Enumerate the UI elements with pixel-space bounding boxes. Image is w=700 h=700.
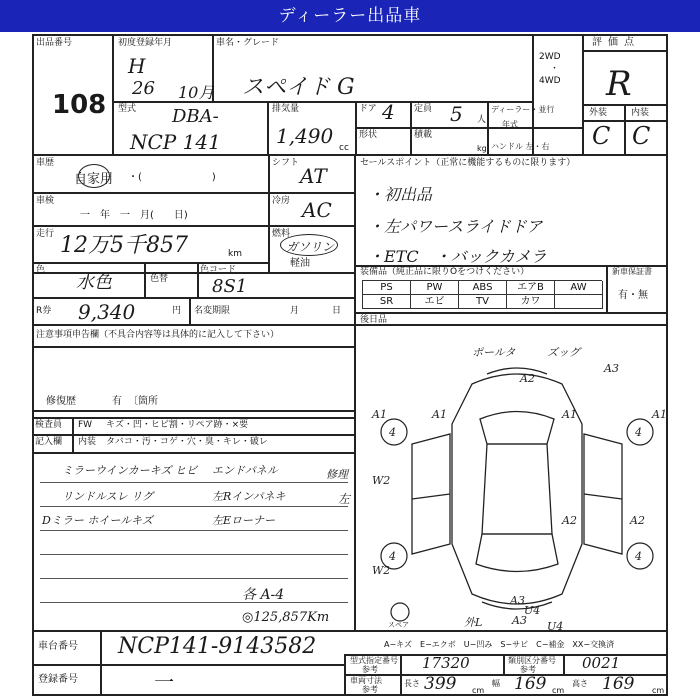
width-label: 幅 (492, 679, 500, 688)
capacity-value: 5 (450, 102, 463, 126)
diagram-note: 外L (464, 616, 483, 629)
class-no-ref: 参考 (520, 665, 536, 674)
fuel-label: 燃料 (272, 229, 291, 239)
color-change-label: 色替 (150, 274, 169, 284)
width-unit: cm (552, 686, 565, 695)
auction-sheet (32, 34, 668, 696)
interior-grade-value: C (632, 122, 651, 150)
capacity-label: 定員 (414, 104, 433, 114)
note-4: エンドパネル (212, 464, 278, 477)
doors-value: 4 (382, 100, 395, 124)
kg-unit: kg (477, 144, 487, 153)
interior-label: 内装 (631, 108, 650, 118)
damage-mark: W2 (372, 474, 391, 487)
damage-mark: A3 (512, 614, 527, 627)
day-unit: 日 (332, 306, 342, 316)
car-rear-window (476, 534, 558, 572)
shift-label: シフト (272, 158, 300, 168)
fw-label: FW (78, 420, 93, 430)
dimensions-ref: 参考 (362, 685, 378, 694)
note-8: 左 (338, 492, 351, 506)
color-value: 水色 (76, 272, 112, 293)
car-name-value: スペイド G (242, 75, 355, 100)
note-6: 左Eローナー (212, 514, 276, 527)
sales-point-label: セールスポイント（正常に機能するものに限ります） (360, 158, 576, 168)
displacement-value: 1,490 (276, 124, 334, 148)
after-fit-label: 後日品 (360, 315, 388, 325)
warranty-options: 有・無 (618, 290, 648, 301)
score-value: R (606, 64, 632, 104)
first-registration-label: 初度登録年月 (118, 38, 173, 48)
repair-have: 有 (112, 396, 122, 407)
four-wd-label: 4WD (539, 76, 561, 86)
damage-mark: 4 (389, 550, 396, 563)
entry-column-label: 記入欄 (35, 437, 63, 447)
interior-items: タバコ・汚・コゲ・穴・臭・キレ・破レ (106, 437, 268, 447)
height-label: 高さ (572, 679, 588, 688)
chassis-label: 車台番号 (38, 641, 78, 652)
new-warranty-label: 新車保証書 (612, 267, 652, 276)
right-door-divider (584, 494, 622, 499)
two-wd-label: 2WD (539, 52, 561, 62)
length-label: 長さ (404, 679, 420, 688)
repair-history-label: 修復歴 (46, 396, 76, 407)
damage-mark: A2 (520, 372, 535, 385)
equipment-label: 装備品（純正品に限りOをつけください） (360, 267, 530, 277)
equipment-item: エビ (411, 295, 459, 309)
name-change-label: 名変期限 (194, 306, 231, 316)
month-unit: 月 (290, 306, 300, 316)
diagram-note: ズッグ (547, 346, 580, 359)
interior-short-label: 内装 (78, 437, 97, 447)
car-diagram (372, 334, 667, 634)
note-3: Dミラー ホイールキズ (42, 514, 153, 527)
page-title: ディーラー出品車 (0, 0, 700, 32)
note-1: ミラーウインカーキズ ヒビ (62, 464, 197, 477)
dimensions-label: 車両寸法 (350, 676, 382, 685)
history-template: ・( ) (128, 172, 216, 183)
month-value: 10月 (178, 83, 215, 102)
equipment-item: TV (459, 295, 507, 309)
shaken-label: 車検 (36, 196, 55, 206)
width-value: 169 (514, 674, 547, 694)
chassis-value: NCP141-9143582 (118, 634, 317, 659)
diesel-label: 軽油 (290, 258, 310, 269)
left-door-divider (412, 494, 450, 499)
sales-point-1: ・初出品 (368, 185, 433, 204)
history-label: 車歴 (36, 158, 55, 168)
shift-value: AT (300, 164, 327, 188)
registration-label: 登録番号 (38, 674, 78, 685)
equipment-item (555, 295, 603, 309)
r-ken-value: 9,340 (78, 300, 136, 324)
r-ken-label: R券 (36, 306, 52, 316)
history-value: 自家用 (74, 172, 114, 187)
note-7: 修理 (326, 468, 348, 481)
note-2: リンドルスレ リグ (62, 490, 153, 503)
damage-mark: A2 (562, 514, 577, 527)
inspector-label: 検査員 (35, 420, 63, 430)
diagram-note-mileage: ◎125,857Km (242, 610, 330, 625)
class-no-label: 類別区分番号 (508, 656, 556, 665)
door-label: ドア (359, 104, 377, 114)
repair-places: 〔箇所 (128, 396, 158, 407)
height-unit: cm (652, 686, 665, 695)
aircon-value: AC (302, 198, 332, 222)
equipment-item: SR (363, 295, 411, 309)
equipment-item: AW (555, 281, 603, 295)
spare-tire-label: スペア (388, 621, 409, 629)
model-prefix-value: DBA- (172, 106, 219, 127)
damage-mark: A1 (562, 408, 577, 421)
model-cert-label: 型式指定番号 (350, 656, 398, 665)
equipment-item: PS (363, 281, 411, 295)
height-value: 169 (602, 674, 635, 694)
model-cert-ref: 参考 (362, 665, 378, 674)
displacement-label: 排気量 (272, 104, 300, 114)
mileage-label: 走行 (36, 229, 55, 239)
equipment-grid (362, 280, 602, 309)
damage-mark: 4 (389, 426, 396, 439)
fw-items: キズ・凹・ヒビ割・リペア跡・×要 (106, 420, 249, 430)
model-label: 型式 (118, 104, 137, 114)
cargo-label: 積載 (414, 130, 433, 140)
model-cert-value: 17320 (422, 654, 470, 672)
fuel-value: ガソリン (286, 240, 335, 254)
registration-value: 一 (152, 670, 172, 694)
color-label: 色 (36, 265, 46, 275)
car-name-label: 車名・グレード (216, 38, 280, 48)
damage-mark: A1 (372, 408, 387, 421)
exterior-label: 外装 (589, 108, 608, 118)
evaluation-label: 評価点 (592, 37, 640, 48)
car-roof-outline (482, 444, 552, 534)
notes-label: 注意事項申告欄（不具合内容等は具体的に記入して下さい） (36, 330, 280, 340)
cc-unit: cc (339, 143, 349, 153)
dealer-warranty-label: ディーラー・並行 (491, 105, 555, 114)
person-unit: 人 (477, 115, 487, 125)
era-value: H (128, 54, 146, 78)
damage-mark: W2 (372, 564, 391, 577)
aircon-label: 冷房 (272, 196, 291, 206)
diagram-note: ポールタ (472, 346, 516, 359)
exterior-grade-value: C (592, 122, 611, 150)
damage-mark: U4 (524, 604, 541, 617)
sales-point-2: ・左パワースライドドア (368, 217, 543, 236)
color-code-value: 8S1 (212, 276, 248, 297)
damage-mark: A1 (652, 408, 667, 421)
wd-separator: ・ (550, 64, 560, 74)
mileage-value: 12万5千857 (60, 233, 188, 258)
car-windshield (480, 412, 554, 445)
damage-mark: A3 (604, 362, 619, 375)
damage-legend: A−キズ E−エクボ U−凹み S−サビ C−補金 XX−交換済 (384, 640, 615, 649)
equipment-item: ABS (459, 281, 507, 295)
damage-mark: U4 (547, 620, 564, 633)
shape-label: 形状 (359, 130, 378, 140)
left-side-panel (412, 434, 450, 554)
model-code-value: NCP 141 (130, 130, 221, 154)
equipment-item: エアB (507, 281, 555, 295)
damage-mark: A1 (432, 408, 447, 421)
front-bumper (487, 368, 547, 374)
length-unit: cm (472, 686, 485, 695)
note-5: 左Rインパネキ (212, 490, 286, 503)
sales-point-3: ・ETC ・バックカメラ (368, 247, 547, 266)
damage-mark: 4 (635, 426, 642, 439)
damage-mark: 4 (635, 550, 642, 563)
year-model-label: 年式 (502, 120, 518, 129)
damage-mark: A2 (630, 514, 645, 527)
lot-number-label: 出品番号 (36, 38, 73, 48)
spare-tire (391, 603, 409, 621)
diagram-note-each: 各 A-4 (242, 587, 285, 603)
length-value: 399 (424, 674, 457, 694)
right-side-panel (584, 434, 622, 554)
equipment-item: PW (411, 281, 459, 295)
lot-number-value: 108 (52, 90, 107, 120)
color-code-label: 色コード (200, 265, 237, 275)
km-unit: km (228, 249, 242, 259)
class-no-value: 0021 (582, 654, 621, 672)
handle-label: ハンドル 左・右 (491, 142, 550, 151)
damage-mark: A3 (510, 594, 525, 607)
yen-unit: 円 (172, 306, 182, 316)
shaken-template: 一 年 一 月( 日) (80, 210, 188, 221)
equipment-item: カワ (507, 295, 555, 309)
year-value: 26 (132, 78, 155, 99)
